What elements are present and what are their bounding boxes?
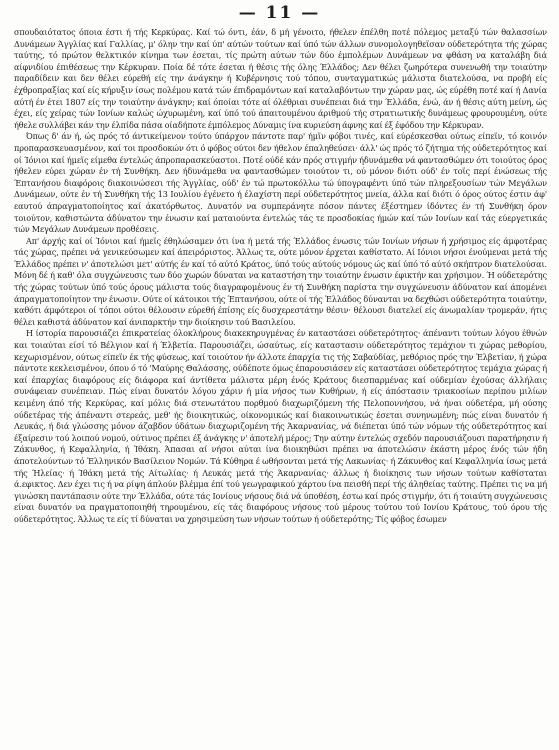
page-number: — 11 — xyxy=(238,3,321,23)
body-text xyxy=(14,27,547,747)
paragraph-3: Απ' άρχής καί οί Ίόνιοι καί ήμεϊς έθηλώσαμεν ότι ίνα ή μετά τής Έλλάδος ένωσις τών Ιονίων νήσων ή χρήσιμος είς άμφοτέρας τάς χώρας, πρέπει νά γενικεύσωμεν καί άπειρόριστος. Άλλως τε, ούτε μόνον έρχεται καθίστατο. Αί Ιόνιοι νήσοι ένούμεναι μετά τής Έλλάδος πρέπει ν' άποτελώσι μετ' αύτής έν καί τό αύτό Κράτος, ύπό τούς αύτούς νόμους ώς καί ύπό τό αύτό σκήπτρον διατελούσαι. Μόνη δέ ή καθ' όλα συγχώνευσις των δύο χωρών δύναται να καταστήση την τοιαύτην ένωσιν έφικτήν και χρήσιμον. Ή ούδετερότης τής χώρας τούτων ύπό τούς όρους μάλιστα τούς διαγραφομένους έν τή Συνθήκη παρίστα την συγχώνευσιν άδύνατον καί άπομένει άπραγματοποίητον την ένωσιν. Ούτε οί κάτοικοι τής Έπτανήσου, ούτε οί τής Έλλάδος δύνανται να δεχθώσι ούδετερότητα τοιαύτην, καθότι άμφότεροι οί τόποι ούτοι θέλουσιν εύρεθή έπίσης είς δυσχερεστάτην θέσιν· θέλουσι διατελεί είς άνωμαλίαν τρομεράν, ήτις θέλει καθιστά άδύνατον καί άνιπαρκτήν την διοίκησιν τού Βασιλείου. xyxy=(14,235,547,327)
paragraph-4: Η ίστορία παρουσιάζει έπικρατείας όλοκλήρους διακεκηρυγμένας έν καταστάσει ούδετερότητος· άπέναντι τούτων λόγου έθνών και τοιαύται είσί τό Βέλγιον καί ή Έλβετία. Παρουσιάζει, ώσαύτως, είς καταστασιν ούδετερότητος τεμάχιον τι χώρας μεθορίου, κεχωρισμένον, ούτως είπεϊν έκ τής φύσεως, καί τοιούτον ήν άλλοτε έπαρχία τις τής Σαβαύδίας, μεθόριος πρός την Έλβετίαν, ή χώρα πάντοτε κεκλεισμένον, όπου ό τό 'Μαύρης Θαλάσσης, ούδέποτε όμως έπαρουσιάσεν είς καταστάσει ούδετερότητος τεμάχια χώρας ή καί έπαρχίας διαφόρους είς διάφορα καί άντίθετα μάλιστα μέρη ένός Κράτους διεσπαρμένας καί ούδεμίαν έχούσας άλλήλαις συνάφειαν συνέπειαν. Πώς είναι δυνατόν λόγου χάριν ή μία νήσος των Κυθήρων, ή είς άπόστασιν τριακοσίων περίπου μιλίων κειμένη άπό τής Κερκύρας, καί μόλις διά στενωτάτου πορθμού διαχωριζόμενη τής Πελοποννήσου, νά ήναι ούδετέρα, μή ούσης ούδετέρας τής άπέναντι στερεάς, μεθ' ής διοικητικώς, οίκονομικώς καί διακοινωτικώς έσεται συνηνωμένη; πώς είναι δυνατόν ή Λευκάς, ή διά γλώσσης μόνον άζαβδον ύδάτων διαχωριζομένη τής Άκαρνανίας, νά διέπεται ύπό τών νόμων τής ούδετερότητος καί έξαίρεσιν τού λοιπού νομού, ούτινος πρέπει έξ άνάγκης ν' άποτελή μέρος; Την αύτην έντελώς σχεδόν παρουσιάζουσι παρατήρησιν ή Ζάκυνθος, ή Κεφαλληνία, ή Ίθάκη. Άπασαι αί νήσοι αύται ίνα διοικηθώσι πρέπει να άποτελώσιν έκάστη μέρος ένός τών ήδη άποτελούντων τό Έλληνικόν Βασίλειον Νομών. Τά Κύθηρα έ ωθήσονται μετά τής Λακωνίας· ή Ζάκυνθος καί Κεφαλληνία ίσως μετά τής Ήλείας· ή Ίθάκη μετά τής Αίτωλίας· ή Λευκάς μετά τής Άκαρνανίας· άλλως ή διοίκησις των νήσων τούτων καθίσταται ά.εφικτος. Δεν έχει τις ή να ρίψη άπλούν βλέμμα έπί τού γεωγραφικού χάρτου ίνα πεισθή περί τής άληθείας ταύτης. Πρέπει τις να μή γινώσκη παντάπασιν ούτε την Έλλάδα, ούτε τάς Ιονίους νήσους διά νά ύποθέση, έστω καί πρός στιγμήν, ότι ή τοιαύτη συγχώνευσις είναι δυνατόν να πραγματοποιηθή τηρουμένου, είς τάς διαφόρους νήσους τού μέρους τούτου τού Ιονίου Κράτους, τού όρου τής ούδετερότητος. Άλλως τε είς τί δύναται να χρησιμεύση των νήσων τούτων ή ούδετερότης; Τίς φόβος έσωμεν xyxy=(14,328,547,524)
paragraph-1: σπουδαιότατος όποια έστι ή τής Κερκύρας. Καί τώ όντι, έάν, δ μή γένοιτο, ήθελεν έπέλθη ποτέ πόλεμος μεταξύ τών θαλασσίων Δυνάμεων Άγγλίας καί Γαλλίας, μ' όλην την καί ύπ' αύτών τούτων καί ύπό τών άλλων συνομολογηθεϊσαν ούδετερότητα τής χώρας ταύτης, τό πρώτον θελκτικόν κίνημα των έσεται, τίς πρώτη αύτων τών δύο έμπολέμων Δυνάμεων να φθάση να καταλάβη διά αίφνιδίου έπιθέσεως την Κέρκυραν. Ποία δέ τότε έσεται ή θέσις τής όλης Έλλάδος; Δεν θέλει ζωηρότερα συνενωθή την τοιαύτην παραδίδειν και δεν θέλει εύρεθή είς την άνάγκην ή Κυβέρνησις τού τόπου, συνταγματικώς μάλιστα διατελούσα, να προβή είς έχθροπραξίας καί είς κήρυξιν ίσως πολέμου κατά τών έπιδραμόντων καί καταλαβόντων την χώραν μας, ώς εύρέθη ποτέ καί ή Δανία αύτή έν έτει 1807 είς την τοιαύτην άνάγκην; καί όποίαι τότε αί όλέθριαι συνέπειαι διά την Έλλάδα, ένώ, άν ή θέσις αύτη μείνη, ώς έχει, είς χείρας τών Ιονίων καλώς ώχυρωμένη, καί ύπό τού άπαιτουμένου άριθμού τής στρατιωτικής δυνάμεως φρουρουμένη, ούτε ήθελε συλλάβει κάν την έλπίδα πάσα οίαδήποτε έμπόλεμος Δύναμις ίνα κυριεύση άφνης καί έξ έφόδου την Κέρκυραν. xyxy=(14,27,547,130)
paragraph-2: Όπως δ' άν ή, ώς πρός τό άντικείμενον τούτο ύπάρχον πάντοτε παρ' ήμϊν φόβοι τινές, καί εύρέσκεσθαι ούτως είπεϊν, τό κοινόν προπαρασκευασμένον, καί τοι προσδοκών ότι ό φόβος ούτοι δεν ήθελον έπαληθεύσει· άλλ' ώς πρός τό ζήτημα τής ούδετερότητος καί οί Ίόνιοι καί ήμεϊς είμεθα έντελώς άπροπαρασκεύαστοι. Ποτέ ούδέ κάν πρός στιγμήν ήδυνάμεθα νά φαντασθώμεν ότι τοιούτος όρος ήθελεν εύρει χώραν έν τή Συνθήκη. Δεν ήδυνάμεθα να φαντασθώμεν τοιούτον τι, ού μόνον διότι ούδ' έν τοϊς περί ένώσεως τής Έπτανήσου διαφόροις διακοινώσεσι τής Άγγλίας, ούδ' έν τώ πρωτοκόλλω τώ ύπογραφέντι ύπό τών πληρεξουσίων τών Μεγάλων Δυνάμεων, ούτε έν τή Συνθήκη τής 13 Ιουλίου έγένετο ή έλαχίστη περί ούδετερότητος μνεία, άλλα καί διότι ό όρος ούτος έστιν άφ' εαυτού άπραγματοποίητος καί άκατόρθωτος. Δυνατόν να συμπεράνητε πόσον πάντες έξέστημεν ίδόντες έν τή Συνθήκη όρον τοιούτον, καθιστώντα άδύνατον την ένωσιν καί ματαιούντα έντελώς τάς τε προσδοκίας ήμών καί τών Ιονίων καί τάς εύεργετικάς τών Μεγάλων Δυνάμεων προθέσεις. xyxy=(14,131,547,235)
